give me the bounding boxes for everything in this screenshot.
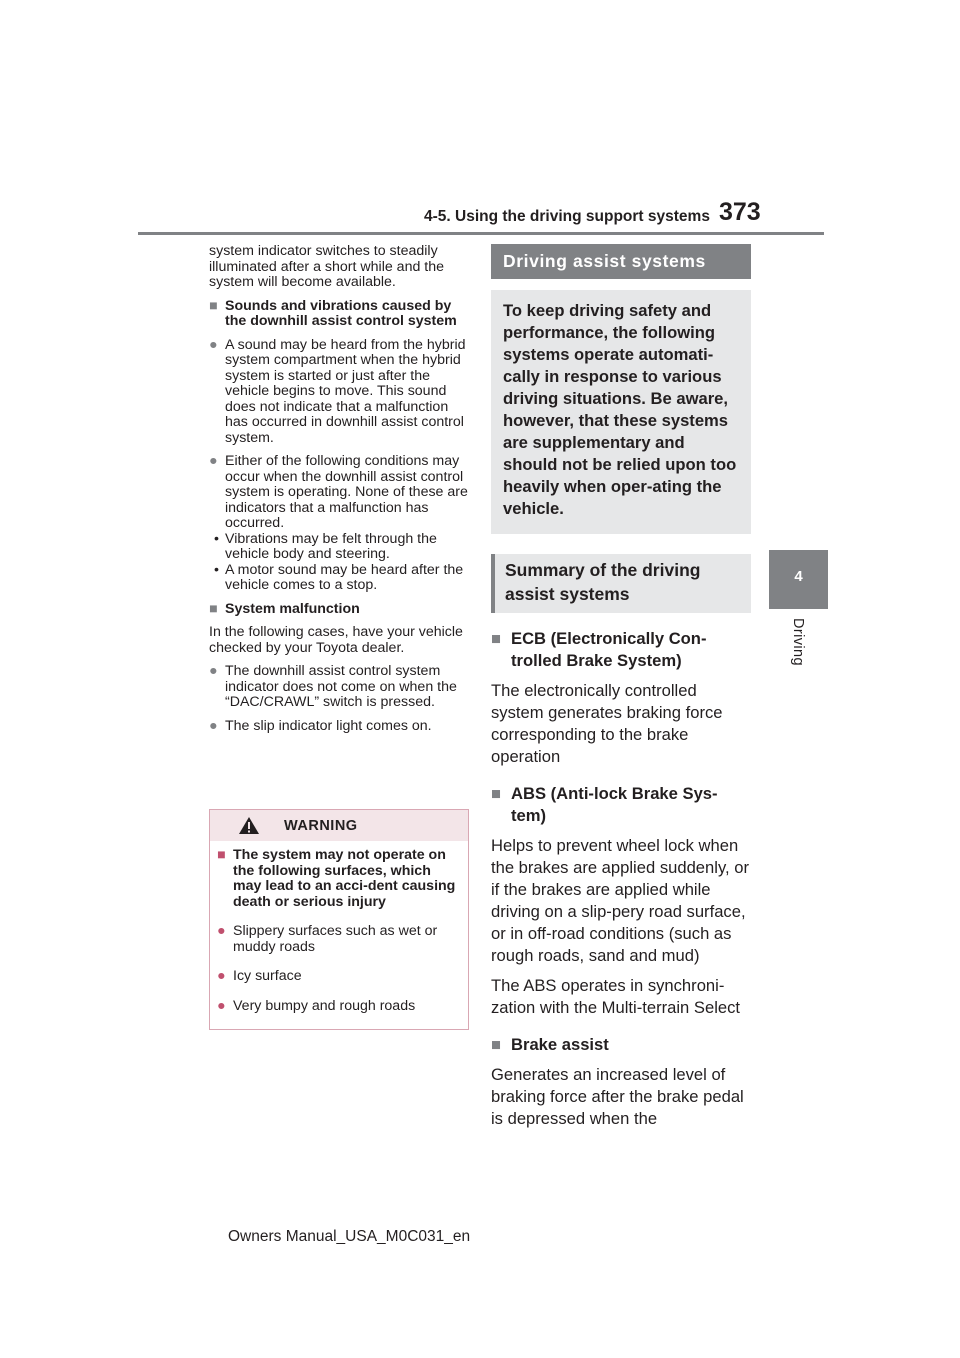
list-item: ● The slip indicator light comes on. (209, 717, 432, 734)
list-item: ● Either of the following conditions may occur when the downhill assist control system is operating. None of these are indicators that a malfunction has occurred. (209, 453, 468, 531)
subheading-abs: ■ ABS (Anti-lock Brake Sys-tem) (491, 784, 718, 825)
paragraph: The electronically controlled system generates braking force corresponding to the brake operation (491, 681, 723, 766)
paragraph: The ABS operates in synchroni-zation with the Multi-terrain Select (491, 976, 741, 1017)
paragraph: Helps to prevent wheel lock when the brakes are applied suddenly, or if the brakes are applied while driving on a slip-pery road surface, or in off-road conditions (such as rough roads, sand and mud) (491, 836, 749, 965)
warning-title: WARNING (284, 818, 358, 834)
header-divider (138, 232, 824, 235)
subheading-brake-assist: ■ Brake assist (491, 1035, 609, 1054)
left-column (209, 244, 471, 742)
square-bullet-icon: ■ (217, 847, 226, 863)
paragraph: system indicator switches to steadily illuminated after a short while and the system will become available. (209, 243, 445, 290)
circle-bullet-icon: ● (209, 663, 218, 679)
circle-bullet-icon: ● (217, 923, 226, 939)
warning-list-item: ● Very bumpy and rough roads (217, 997, 416, 1014)
intro-box: To keep driving safety and performance, the following systems operate automati-cally in response to various driving situations. Be aware, however, that these systems are supplementary and should not be relied upon too heavily when oper-ating the vehicle. (491, 290, 751, 534)
square-bullet-icon: ■ (209, 600, 218, 617)
page-number: 373 (719, 198, 761, 226)
subheading-sounds: ■ Sounds and vibrations caused by the downhill assist control system (209, 297, 457, 329)
paragraph: Generates an increased level of braking force after the brake pedal is depressed when the (491, 1065, 744, 1128)
dash-list-item: • A motor sound may be heard after the vehicle comes to a stop. (214, 561, 464, 593)
paragraph: In the following cases, have your vehicle checked by your Toyota dealer. (209, 624, 463, 656)
summary-heading: Summary of the driving assist systems (491, 554, 751, 613)
chapter-tab[interactable] (769, 550, 828, 609)
warning-box (209, 809, 469, 1030)
subheading-malfunction: ■ System malfunction (209, 600, 360, 617)
right-column (491, 244, 751, 1130)
chapter-tab-label: Driving (790, 618, 806, 666)
footer: Owners Manual_USA_M0C031_en (228, 1228, 471, 1245)
circle-bullet-icon: ● (209, 717, 218, 734)
warning-header (210, 810, 468, 841)
circle-bullet-icon: ● (217, 968, 226, 984)
warning-list-item: ● Icy surface (217, 968, 302, 984)
square-bullet-icon: ■ (491, 1035, 502, 1054)
warning-subheading: ■ The system may not operate on the following surfaces, which may lead to an acci-dent causing death or serious injury (217, 847, 456, 910)
dash-list-item: • Vibrations may be felt through the vehicle body and steering. (214, 530, 437, 562)
section-heading: Driving assist systems (491, 244, 751, 279)
list-item: ● A sound may be heard from the hybrid system compartment when the hybrid system is started or just after the vehicle begins to move. This sound does not indicate that a malfunction has occurred in downhill assist control system. (209, 336, 466, 446)
warning-body (210, 841, 468, 1014)
chapter-tab-number: 4 (794, 568, 803, 585)
warning-triangle-icon (238, 816, 260, 835)
circle-bullet-icon: ● (209, 336, 218, 353)
warning-list-item: ● Slippery surfaces such as wet or muddy roads (217, 923, 438, 955)
square-bullet-icon: ■ (491, 784, 502, 803)
circle-bullet-icon: ● (209, 453, 218, 469)
section-header-title: 4-5. Using the driving support systems (424, 208, 710, 225)
square-bullet-icon: ■ (491, 629, 502, 648)
square-bullet-icon: ■ (209, 297, 218, 314)
circle-bullet-icon: ● (217, 997, 226, 1014)
dash-bullet-icon: • (214, 561, 219, 578)
subheading-ecb: ■ ECB (Electronically Con-trolled Brake System) (491, 629, 707, 670)
list-item: ● The downhill assist control system indicator does not come on when the “DAC/CRAWL” switch is pressed. (209, 663, 457, 710)
dash-bullet-icon: • (214, 530, 219, 547)
